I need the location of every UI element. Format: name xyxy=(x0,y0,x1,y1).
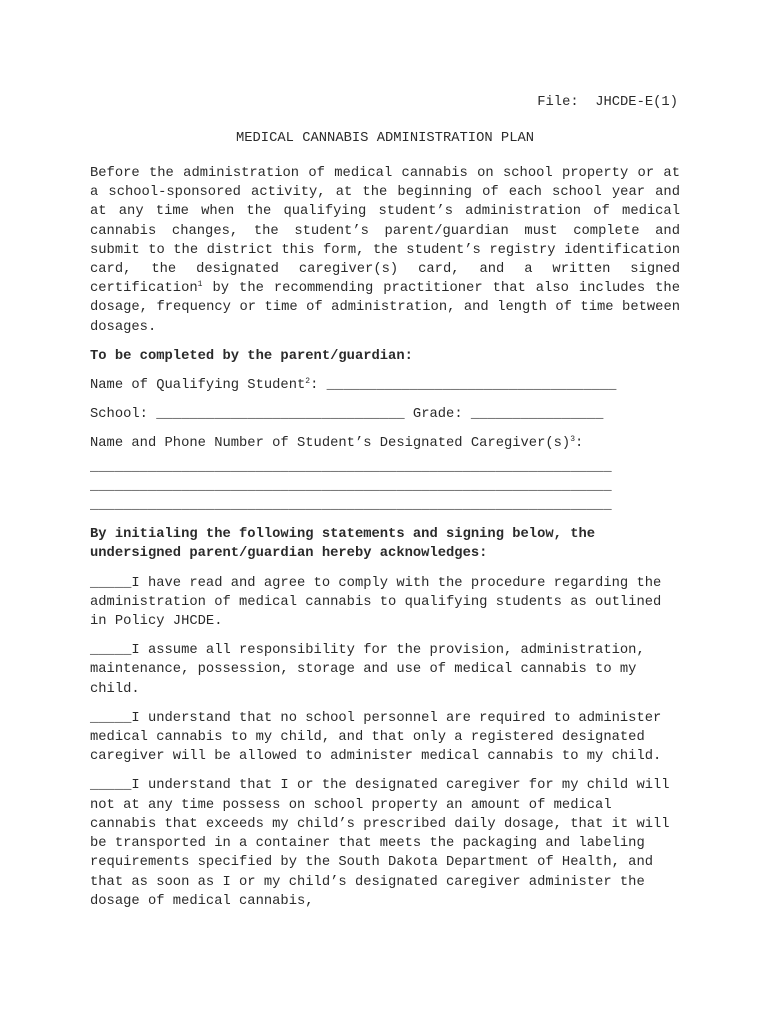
acknowledgement-heading: By initialing the following statements and signing below, the undersigned parent/guardian hereby acknowledges: xyxy=(90,527,596,562)
intro-paragraph xyxy=(90,164,680,337)
caregiver-blank-line[interactable]: _______________________________________________________________ xyxy=(90,459,612,475)
caregiver-label: Name and Phone Number of Student’s Designated Caregiver(s) xyxy=(90,436,571,452)
caregiver-field xyxy=(90,434,680,453)
document-title: MEDICAL CANNABIS ADMINISTRATION PLAN xyxy=(235,131,535,146)
acknowledgement-statement[interactable]: _____I have read and agree to comply with the procedure regarding the administration of medical cannabis to qualifying students as outlined in Policy JHCDE. xyxy=(90,575,662,630)
footnote-marker-2: 2 xyxy=(305,377,311,387)
acknowledgement-statement[interactable]: _____I understand that I or the designated caregiver for my child will not at any time possess on school property an amount of medical cannabis that exceeds my child’s prescribed daily dosage, that it will be transported in a container that meets the packaging and labeling requirements specified by the South Dakota Department of Health, and that as soon as I or my child’s designated caregiver administer the dosage of medical cannabis, xyxy=(90,778,670,909)
footnote-marker-3: 3 xyxy=(570,435,576,445)
grade-blank[interactable]: ________________ xyxy=(470,407,604,423)
intro-text-before: Before the administration of medical cannabis on school property or at a school-sponsored activity, at the beginning of each school year and at any time when the qualifying student’s administration of medical cannabis changes, the student’s parent/guardian must complete and submit to the district this form, the student’s registry identification card, the designated caregiver(s) card, and a written signed certification xyxy=(90,166,680,297)
parent-section-heading: To be completed by the parent/guardian: xyxy=(90,348,413,364)
school-grade-field xyxy=(90,405,680,424)
school-blank[interactable]: ______________________________ xyxy=(156,407,405,423)
acknowledgement-statement[interactable]: _____I understand that no school personnel are required to administer medical cannabis to my child, and that only a registered designated caregiver will be allowed to administer medical cannabis to my child. xyxy=(90,710,662,765)
caregiver-blank-line[interactable]: _______________________________________________________________ xyxy=(90,498,612,514)
acknowledgement-statement[interactable]: _____I assume all responsibility for the provision, administration, maintenance, possession, storage and use of medical cannabis to my child. xyxy=(90,643,645,697)
grade-label: Grade: xyxy=(404,407,471,423)
file-reference: File: JHCDE-E(1) xyxy=(537,95,678,110)
student-name-label: Name of Qualifying Student xyxy=(90,378,306,394)
caregiver-colon: : xyxy=(575,436,584,452)
student-name-field xyxy=(90,376,680,395)
school-label: School: xyxy=(90,407,157,423)
caregiver-blank-line[interactable]: _______________________________________________________________ xyxy=(90,478,612,494)
student-name-blank[interactable]: : ___________________________________ xyxy=(310,378,617,394)
intro-text-after: by the recommending practitioner that also includes the dosage, frequency or time of administration, and length of time between dosages. xyxy=(90,281,680,335)
document-body xyxy=(90,164,680,921)
caregiver-blank-lines xyxy=(90,458,680,516)
footnote-marker-1: 1 xyxy=(197,280,203,290)
